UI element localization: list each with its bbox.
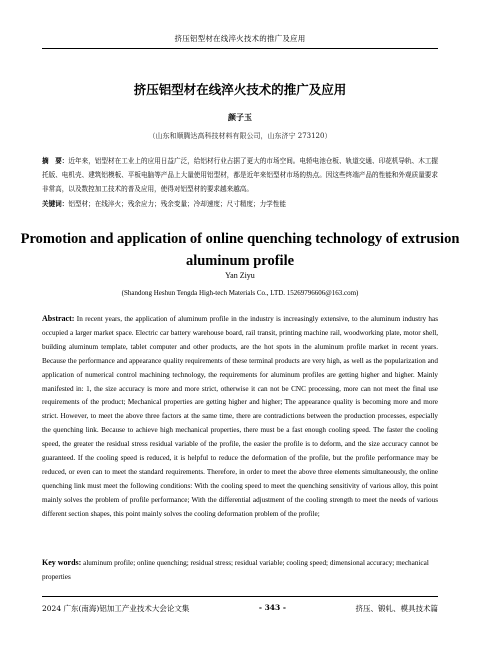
english-abstract-label: Abstract:	[42, 314, 75, 323]
page-number: - 343 -	[258, 603, 286, 612]
chinese-abstract	[42, 154, 438, 196]
chinese-keywords-text: 铝型材；在线淬火；残余应力；残余变量；冷却速度；尺寸精度；力学性能	[68, 200, 286, 208]
chinese-abstract-text: 近年来，铝型材在工业上的应用日益广泛，给铝材行业占据了更大的市场空间。电轿电池仓板、轨道交通、印花机导轨、木工握托版、电机壳、建筑铝模板、平板电脑等产品上大量使用铝型材，都是近年来铝型材市场的热点。因这些终端产品的性能和外观质量要求非常高，以及数控加工技术的普及应用，使得对铝型材的要求越来越高。	[42, 157, 439, 193]
english-abstract-text: In recent years, the application of aluminum profile in the industry is increasingly extensive, to the aluminum industry has occupied a larger market space. Electric car battery warehouse board, rail transit, printing machine rail, woodworking plate, motor shell, building aluminum template, tablet computer and other products, are the hot spots in the aluminum profile market in recent years. Because the performance and appearance quality requirements of these terminal products are very high, as well as the popularization and application of numerical control machining technology, the requirements for aluminum profiles are getting higher and higher. Mainly manifested in: 1, the size accuracy is more and more strict, otherwise it can not be CNC processing, more can not meet the final use requirements of the product; Mechanical properties are getting higher and higher; The appearance quality is becoming more and more strict. However, to meet the above three factors at the same time, there are contradictions between the production processes, especially the quenching link. Because to achieve high mechanical properties, there must be a fast enough cooling speed. The faster the cooling speed, the greater the residual stress residual variable of the profile, the easier the profile is to deform, and the size accuracy cannot be guaranteed. If the cooling speed is reduced, it is helpful to reduce the deformation of the profile, but the profile performance may be reduced, or even can to meet the standard requirements. Therefore, in order to meet the above three elements simultaneously, the online quenching link must meet the following conditions: With the cooling speed to meet the quenching sensitivity of various alloy, this point mainly solves the problem of profile performance; With the differential adjustment of the cooling strength to meet the needs of various different section shapes, this point mainly solves the cooling deformation problem of the profile;	[42, 315, 439, 518]
running-head: 挤压铝型材在线淬火技术的推广及应用	[174, 34, 306, 43]
chinese-affiliation: （山东和顺腾达高科技材料有限公司，山东济宁 273120）	[148, 132, 332, 140]
english-keywords	[42, 556, 438, 584]
footer-section: 挤压、锻轧、模具技术篇	[355, 604, 438, 613]
chinese-title: 挤压铝型材在线淬火技术的推广及应用	[133, 82, 347, 97]
chinese-abstract-label: 摘 要：	[42, 157, 69, 165]
header-rule	[42, 48, 438, 49]
footer-proceedings: 2024 广东(南海)铝加工产业技术大会论文集	[42, 604, 190, 613]
english-affiliation: (Shandong Heshun Tengda High-tech Materials Co., LTD. 15269796606@163.com)	[121, 289, 359, 297]
english-author: Yan Ziyu	[225, 271, 255, 280]
chinese-author: 颜子玉	[228, 112, 252, 122]
chinese-keywords	[42, 198, 438, 210]
footer-rule	[42, 596, 438, 597]
page-footer	[42, 603, 438, 614]
english-abstract	[42, 312, 438, 522]
english-keywords-label: Key words:	[42, 558, 82, 567]
chinese-keywords-label: 关键词：	[42, 200, 69, 208]
english-keywords-text: aluminum profile; online quenching; residual stress; residual variable; cooling speed; dimensional accuracy; mechanical properties	[42, 559, 429, 581]
english-title: Promotion and application of online quenching technology of extrusion aluminum profile	[20, 231, 460, 269]
